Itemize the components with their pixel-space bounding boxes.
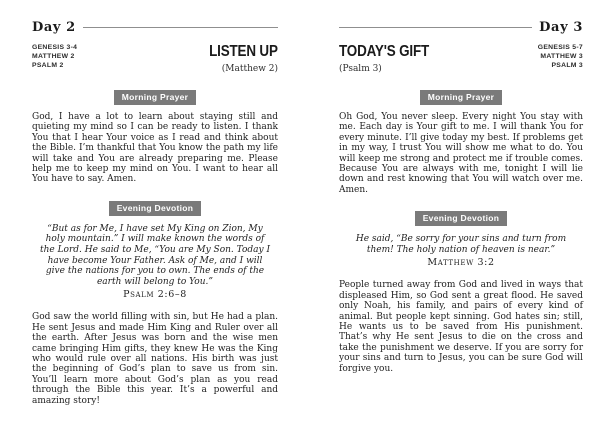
morning-prayer-badge: Morning Prayer xyxy=(420,90,503,105)
readings-list xyxy=(32,43,77,74)
reading-item: PSALM 2 xyxy=(32,62,64,69)
morning-prayer-badge-row xyxy=(339,85,583,105)
reading-item: PSALM 3 xyxy=(551,62,583,69)
page-day-3 xyxy=(306,0,612,432)
day-rule xyxy=(339,27,532,28)
morning-prayer-text: God, I have a lot to learn about staying still and quieting my mind so I can be ready to listen. I thank You that I hear Your voice as I read and think about the Bible. I’m thankful that You know the path my life will take and You are already preparing me. Please help me to keep my mind on You. I want to hear all You have to say. Amen. xyxy=(32,112,278,185)
morning-prayer-badge-row xyxy=(32,85,278,105)
devotion-title: TODAY'S GIFT xyxy=(339,43,430,60)
morning-prayer-text: Oh God, You never sleep. Every night You stay with me. Each day is Your gift to me. I will thank You for every minute. I’ll give today my best. If problems get in my way, I trust You will show me what to do. You will keep me strong and protect me if trouble comes. Because You are always with me, tonight I will lie down and rest knowing that You will watch over me. Amen. xyxy=(339,112,583,195)
scripture-quote: He said, “Be sorry for your sins and turn from them! The holy nation of heaven is near.” xyxy=(355,234,567,255)
morning-prayer-badge: Morning Prayer xyxy=(114,90,197,105)
devotion-text: God saw the world filling with sin, but He had a plan. He sent Jesus and made Him King and Ruler over all the earth. After Jesus was born and the wise men came bringing Him gifts, they knew He was the King who would rule over all nations. His birth was just the beginning of God’s plan to save us from sin. You’ll learn more about God’s plan as you read through the Bible this year. It’s a powerful and amazing story! xyxy=(32,312,278,406)
scripture-reference: Matthew 3:2 xyxy=(427,257,495,269)
day-label: Day 2 xyxy=(32,20,76,35)
devotion-title: LISTEN UP xyxy=(209,43,278,60)
evening-devotion-badge-row xyxy=(339,206,583,226)
title-row xyxy=(32,43,278,74)
day-label: Day 3 xyxy=(539,20,583,35)
devotion-passage: (Matthew 2) xyxy=(221,64,278,74)
scripture-reference: Psalm 2:6–8 xyxy=(123,289,187,301)
reading-item: GENESIS 5-7 xyxy=(537,44,583,51)
day-rule xyxy=(83,27,278,28)
devotion-title-block xyxy=(339,43,446,74)
day-header xyxy=(339,21,583,34)
evening-devotion-badge: Evening Devotion xyxy=(109,201,202,216)
reading-item: MATTHEW 3 xyxy=(540,53,583,60)
reading-item: GENESIS 3-4 xyxy=(32,44,78,51)
scripture-quote: “But as for Me, I have set My King on Zion, My holy mountain.” I will make known the words of the Lord. He said to Me, “You are My Son. Today I have become Your Father. Ask of Me, and I will give the nations for you to own. The ends of the earth will belong to You.” xyxy=(39,223,270,287)
title-row xyxy=(339,43,583,74)
evening-devotion-badge-row xyxy=(32,196,278,216)
devotion-text: People turned away from God and lived in ways that displeased Him, so God sent a great flood. He saved only Noah, his family, and pairs of every kind of animal. But people kept sinning. God hates sin; still, He wants us to be saved from His punishment. That’s why He sent Jesus to die on the cross and take the punishment we deserve. If you are sorry for your sins and turn to Jesus, you can be sure God will forgive you. xyxy=(339,280,583,374)
readings-list xyxy=(538,43,583,74)
day-header xyxy=(32,21,278,34)
devotion-passage: (Psalm 3) xyxy=(339,64,382,74)
reading-item: MATTHEW 2 xyxy=(32,53,75,60)
devotion-title-block xyxy=(196,43,278,74)
evening-devotion-badge: Evening Devotion xyxy=(415,211,508,226)
